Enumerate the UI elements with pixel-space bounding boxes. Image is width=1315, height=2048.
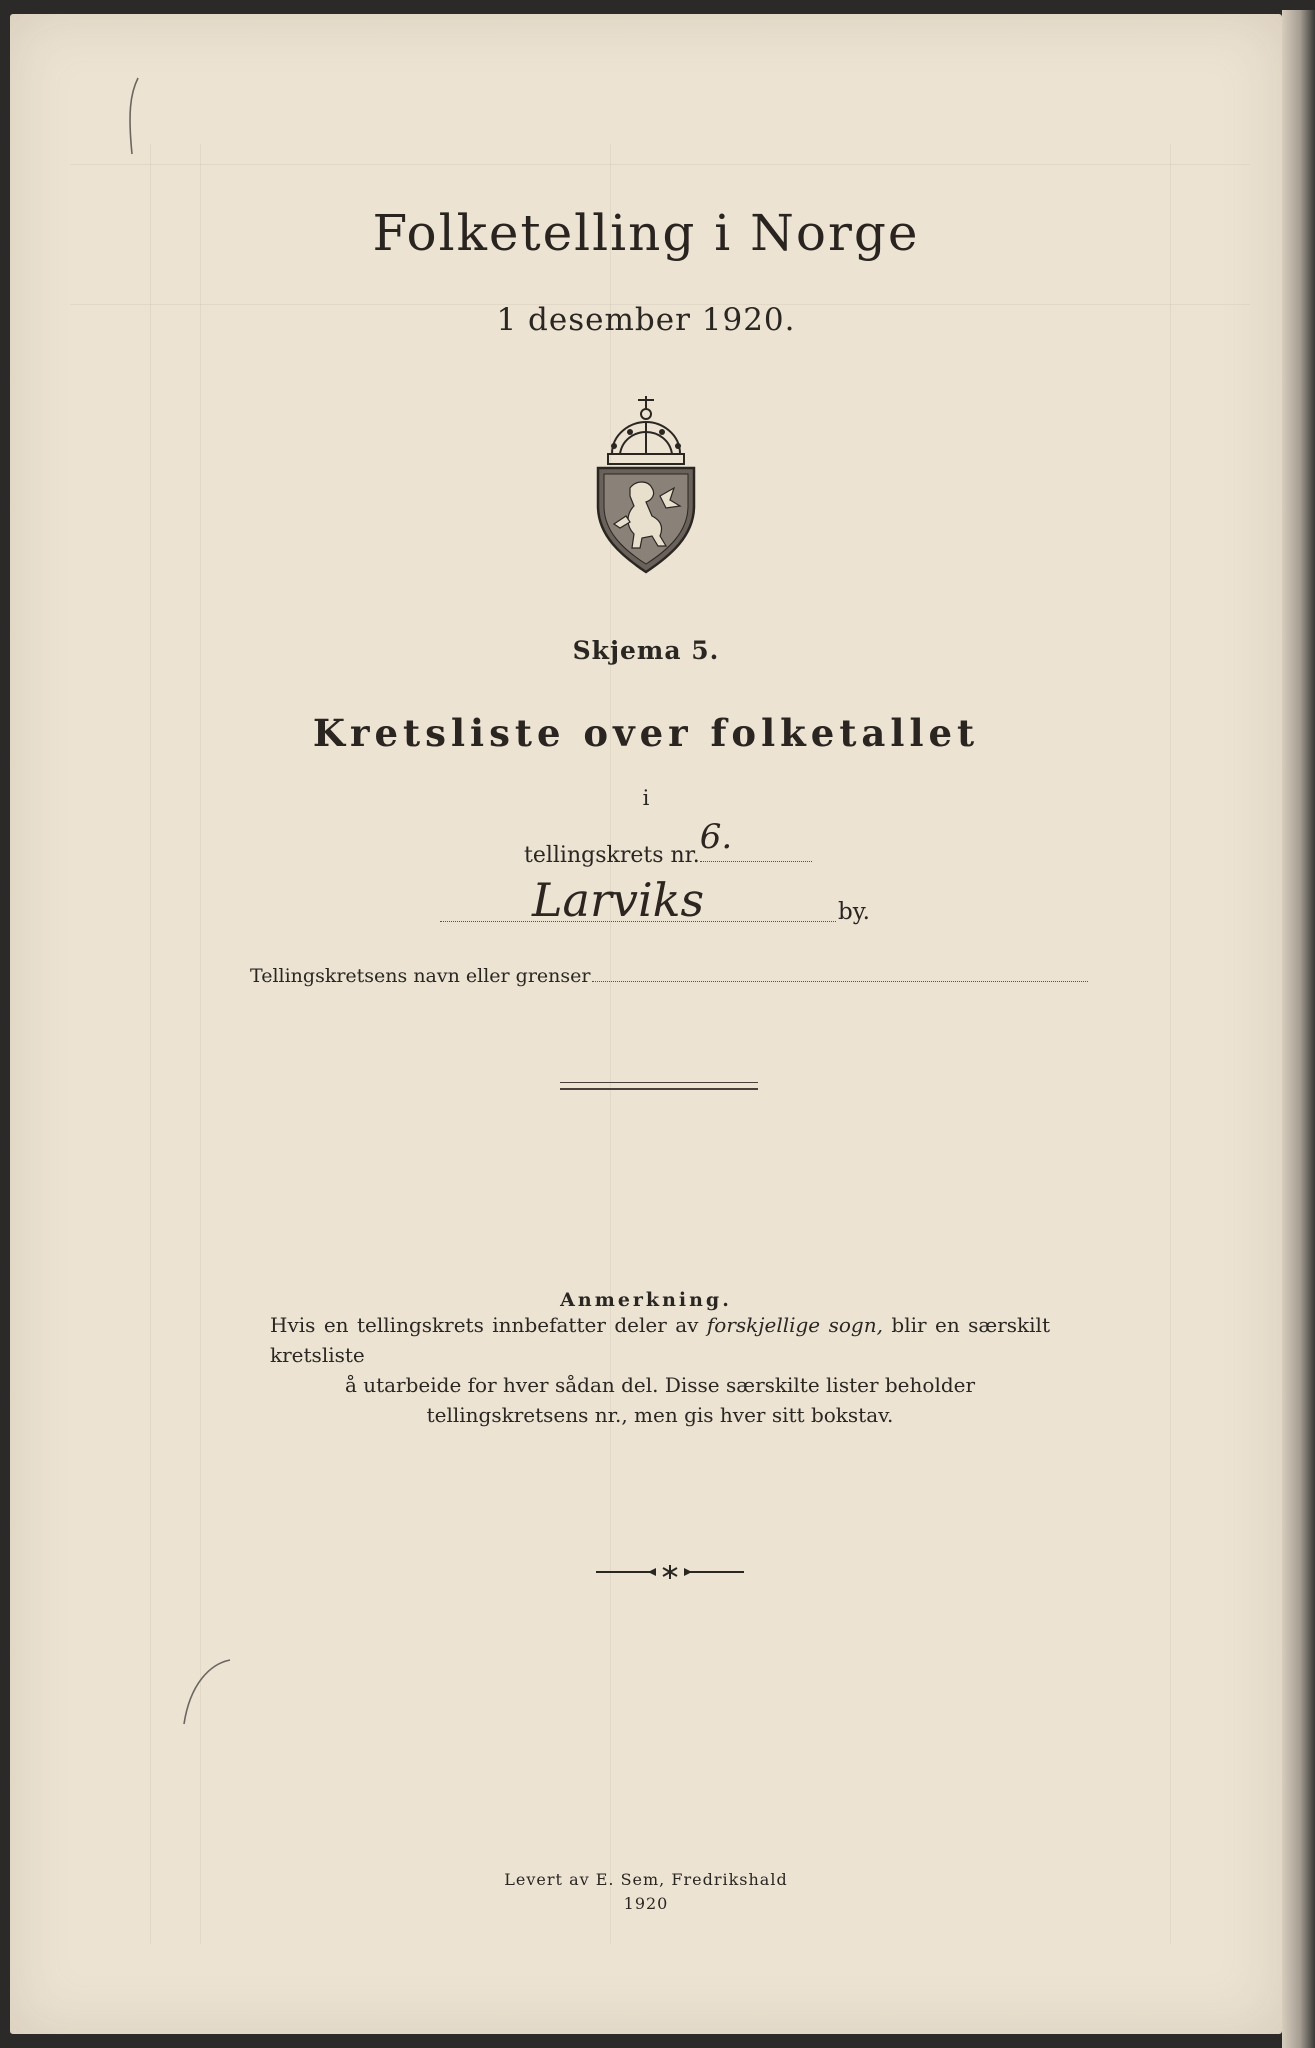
krets-label: tellingskrets nr. bbox=[524, 843, 700, 868]
by-label: by. bbox=[838, 899, 870, 925]
town-line bbox=[440, 921, 836, 922]
printer-year: 1920 bbox=[623, 1894, 669, 1913]
form-title: Folketelling i Norge bbox=[372, 204, 920, 262]
remark-title: Anmerkning. bbox=[560, 1289, 732, 1311]
remark-line-1 bbox=[270, 1310, 1050, 1370]
ghost-grid-line bbox=[70, 164, 1250, 165]
krets-number-line bbox=[699, 817, 812, 862]
pencil-mark bbox=[170, 1654, 240, 1734]
schema-number: Skjema 5. bbox=[572, 636, 720, 665]
remark-line-2: å utarbeide for hver sådan del. Disse særskilte lister beholder bbox=[344, 1373, 976, 1397]
ornament-divider-icon bbox=[596, 1562, 744, 1582]
krets-number-field bbox=[524, 817, 812, 868]
krets-names-label: Tellingskretsens navn eller grenser bbox=[250, 965, 591, 987]
printer-line: Levert av E. Sem, Fredrikshald bbox=[504, 1870, 788, 1889]
pencil-mark bbox=[110, 74, 150, 164]
town-value: Larviks bbox=[532, 873, 705, 927]
remark-line-1-start: Hvis en tellingskrets innbefatter deler av bbox=[270, 1313, 699, 1337]
krets-number-value: 6. bbox=[699, 817, 733, 857]
census-form-page bbox=[10, 14, 1282, 2034]
town-field bbox=[440, 873, 880, 927]
remark-line-3: tellingskretsens nr., men gis hver sitt bokstav. bbox=[426, 1403, 894, 1427]
ghost-grid-line bbox=[1170, 144, 1171, 1944]
krets-names-field bbox=[250, 965, 1088, 987]
remark-line-1-end: blir en særskilt kretsliste bbox=[270, 1313, 1050, 1367]
scan-edge bbox=[1282, 10, 1315, 2048]
remark-line-1-italic: forskjellige sogn, bbox=[706, 1313, 883, 1337]
remark-body bbox=[250, 1310, 1070, 1430]
norwegian-coat-of-arms-icon bbox=[590, 396, 702, 576]
double-rule-divider bbox=[560, 1082, 758, 1090]
krets-names-line bbox=[592, 965, 1088, 982]
form-heading: Kretsliste over folketallet bbox=[312, 711, 980, 755]
preposition: i bbox=[642, 786, 650, 810]
ghost-grid-line bbox=[150, 144, 151, 1944]
census-date: 1 desember 1920. bbox=[496, 302, 796, 338]
